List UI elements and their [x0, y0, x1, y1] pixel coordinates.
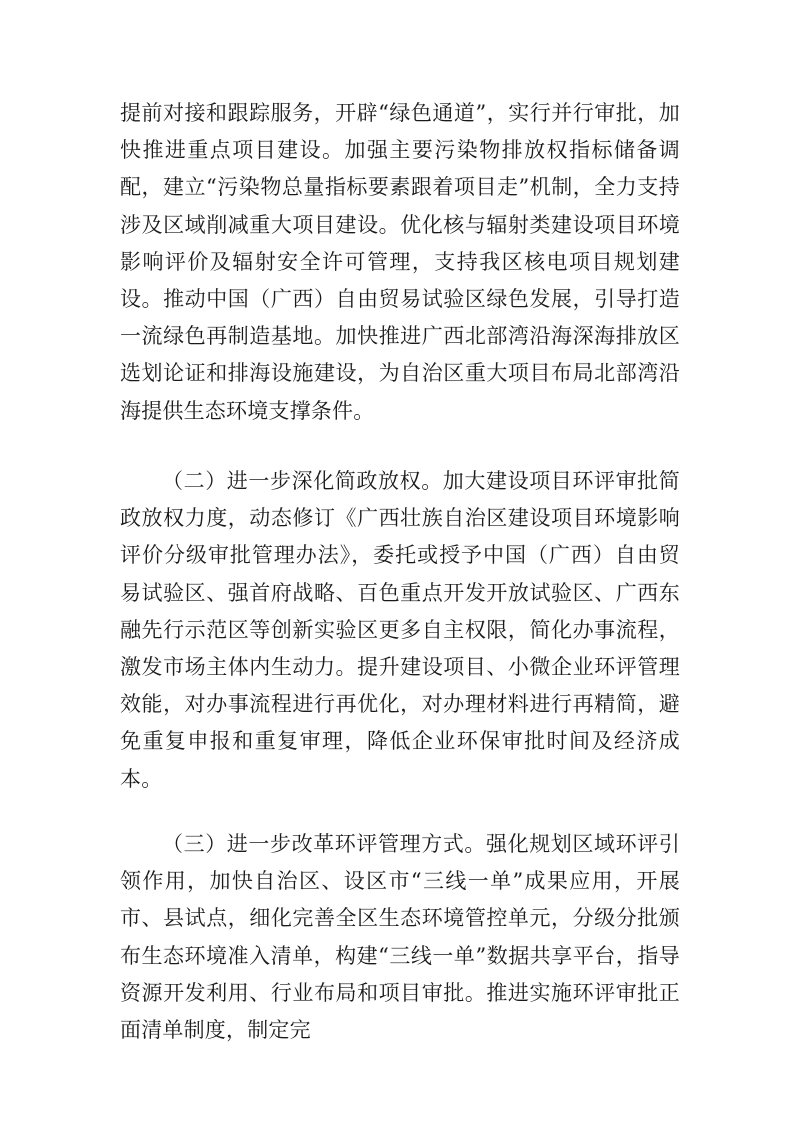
paragraph-continuation: 提前对接和跟踪服务，开辟“绿色通道”，实行并行审批，加快推进重点项目建设。加强主要污染物排放权指标储备调配，建立“污染物总量指标要素跟着项目走”机制，全力支持涉及区域削减重大项目建设。优化核与辐射类建设项目环境影响评价及辐射安全许可管理，支持我区核电项目规划建设。推动中国（广西）自由贸易试验区绿色发展，引导打造一流绿色再制造基地。加快推进广西北部湾沿海深海排放区选划论证和排海设施建设，为自治区重大项目布局北部湾沿海提供生态环境支撑条件。 — [120, 101, 680, 423]
paragraph-section-two: （二）进一步深化简政放权。加大建设项目环评审批简政放权力度，动态修订《广西壮族自治区建设项目环境影响评价分级审批管理办法》，委托或授予中国（广西）自由贸易试验区、强首府战略、百色重点开发开放试验区、广西东融先行示范区等创新实验区更多自主权限，简化办事流程，激发市场主体内生动力。提升建设项目、小微企业环评管理效能，对办事流程进行再优化，对办理材料进行再精简，避免重复申报和重复审理，降低企业环保审批时间及经济成本。 — [120, 469, 680, 791]
paragraph-section-three: （三）进一步改革环评管理方式。强化规划区域环评引领作用，加快自治区、设区市“三线一单”成果应用，开展市、县试点，细化完善全区生态环境管控单元，分级分批颁布生态环境准入清单，构建“三线一单”数据共享平台，指导资源开发利用、行业布局和项目审批。推进实施环评审批正面清单制度，制定完 — [120, 832, 680, 1043]
